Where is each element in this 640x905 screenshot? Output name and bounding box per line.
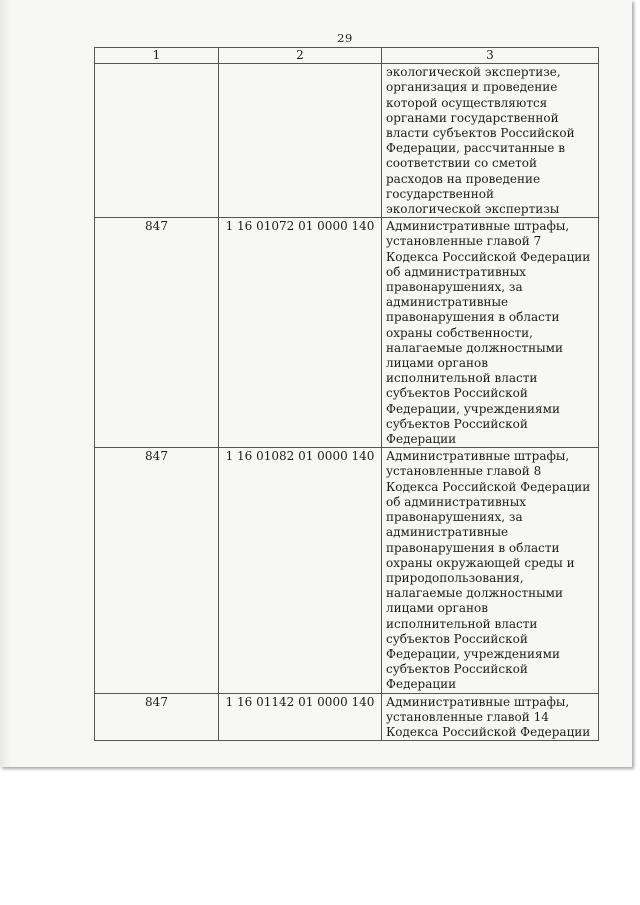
description-line: установленные главой 8	[386, 464, 542, 479]
table-row	[95, 64, 599, 218]
description-line: охраны собственности,	[386, 325, 533, 340]
description-line: Федерации, рассчитанные в	[386, 141, 565, 156]
description-line: административные	[386, 525, 509, 540]
description-line: Федерации, учреждениями	[386, 646, 560, 661]
description-line: природопользования,	[386, 570, 524, 585]
admin-code-cell: 847	[95, 448, 219, 693]
revenue-description-cell	[382, 693, 599, 741]
budget-codes-table	[94, 47, 599, 741]
description-line: административные	[386, 295, 509, 310]
description-line: исполнительной власти	[386, 616, 538, 631]
description-line: Кодекса Российской Федерации	[386, 479, 591, 494]
description-line: которой осуществляются	[386, 95, 548, 110]
table-row	[95, 218, 599, 448]
description-line: субъектов Российской	[386, 386, 528, 401]
budget-classification-code-cell: 1 16 01082 01 0000 140	[219, 448, 382, 693]
description-line: установленные главой 7	[386, 234, 542, 249]
description-line: об административных	[386, 494, 527, 509]
description-line: экологической экспертизы	[386, 202, 560, 217]
description-line: правонарушения в области	[386, 540, 560, 555]
description-line: лицами органов	[386, 601, 488, 616]
description-line: лицами органов	[386, 356, 488, 371]
table-row	[95, 693, 599, 741]
description-line: экологической экспертизе,	[386, 65, 561, 80]
description-line: налагаемые должностными	[386, 586, 564, 601]
revenue-description-cell	[382, 448, 599, 693]
description-line: правонарушения в области	[386, 310, 560, 325]
description-line: субъектов Российской	[386, 631, 528, 646]
description-line: Федерации, учреждениями	[386, 401, 560, 416]
description-line: охраны окружающей среды и	[386, 555, 575, 570]
admin-code-cell	[95, 64, 219, 218]
description-line: организация и проведение	[386, 80, 558, 95]
admin-code-cell: 847	[95, 693, 219, 741]
description-line: расходов на проведение	[386, 171, 541, 186]
header-col-1: 1	[95, 48, 219, 64]
description-line: соответствии со сметой	[386, 156, 538, 171]
revenue-description-cell	[382, 218, 599, 448]
header-col-3: 3	[382, 48, 599, 64]
budget-classification-code-cell: 1 16 01072 01 0000 140	[219, 218, 382, 448]
description-line: Кодекса Российской Федерации	[386, 249, 591, 264]
description-line: об административных	[386, 264, 527, 279]
description-line: правонарушениях, за	[386, 510, 523, 525]
page-number: 29	[337, 31, 353, 45]
revenue-description-cell	[382, 64, 599, 218]
table-row	[95, 448, 599, 693]
description-line: Административные штрафы,	[386, 219, 570, 234]
header-col-2: 2	[219, 48, 382, 64]
budget-classification-code-cell: 1 16 01142 01 0000 140	[219, 693, 382, 741]
admin-code-cell: 847	[95, 218, 219, 448]
table-body	[95, 64, 599, 741]
description-line: Федерации	[386, 432, 457, 447]
description-line: установленные главой 14	[386, 709, 549, 724]
description-line: Административные штрафы,	[386, 449, 570, 464]
table-header-row	[95, 48, 599, 64]
description-line: Кодекса Российской Федерации	[386, 724, 591, 739]
description-line: власти субъектов Российской	[386, 126, 575, 141]
description-line: Административные штрафы,	[386, 694, 570, 709]
description-line: субъектов Российской	[386, 662, 528, 677]
description-line: органами государственной	[386, 110, 559, 125]
description-line: налагаемые должностными	[386, 340, 564, 355]
description-line: субъектов Российской	[386, 416, 528, 431]
description-line: Федерации	[386, 677, 457, 692]
description-line: государственной	[386, 186, 494, 201]
budget-classification-code-cell	[219, 64, 382, 218]
description-line: исполнительной власти	[386, 371, 538, 386]
description-line: правонарушениях, за	[386, 280, 523, 295]
